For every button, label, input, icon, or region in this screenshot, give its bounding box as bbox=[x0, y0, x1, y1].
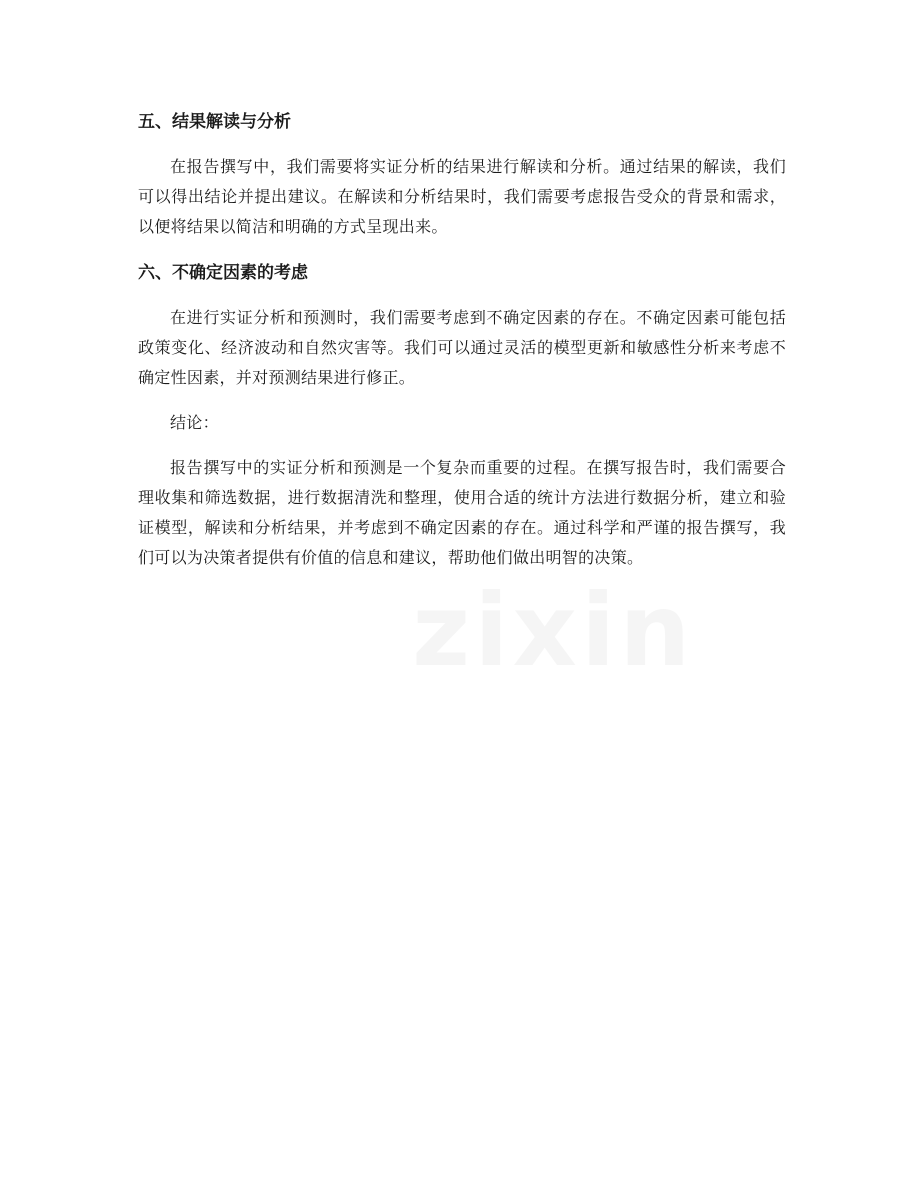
paragraph-conclusion: 报告撰写中的实证分析和预测是一个复杂而重要的过程。在撰写报告时，我们需要合理收集和筛选数据，进行数据清洗和整理，使用合适的统计方法进行数据分析，建立和验证模型，解读和分析结果，并考虑到不确定因素的存在。通过科学和严谨的报告撰写，我们可以为决策者提供有价值的信息和建议，帮助他们做出明智的决策。 bbox=[138, 458, 786, 567]
section-heading-uncertainty: 六、不确定因素的考虑 bbox=[138, 263, 308, 283]
conclusion-label: 结论： bbox=[170, 413, 219, 432]
paragraph-uncertainty: 在进行实证分析和预测时，我们需要考虑到不确定因素的存在。不确定因素可能包括政策变化、经济波动和自然灾害等。我们可以通过灵活的模型更新和敏感性分析来考虑不确定性因素，并对预测结果进行修正。 bbox=[138, 308, 786, 387]
section-heading-results: 五、结果解读与分析 bbox=[138, 112, 291, 132]
watermark bbox=[412, 572, 694, 689]
paragraph-results: 在报告撰写中，我们需要将实证分析的结果进行解读和分析。通过结果的解读，我们可以得出结论并提出建议。在解读和分析结果时，我们需要考虑报告受众的背景和需求，以便将结果以简洁和明确的方式呈现出来。 bbox=[138, 157, 786, 236]
document-body bbox=[138, 106, 786, 588]
